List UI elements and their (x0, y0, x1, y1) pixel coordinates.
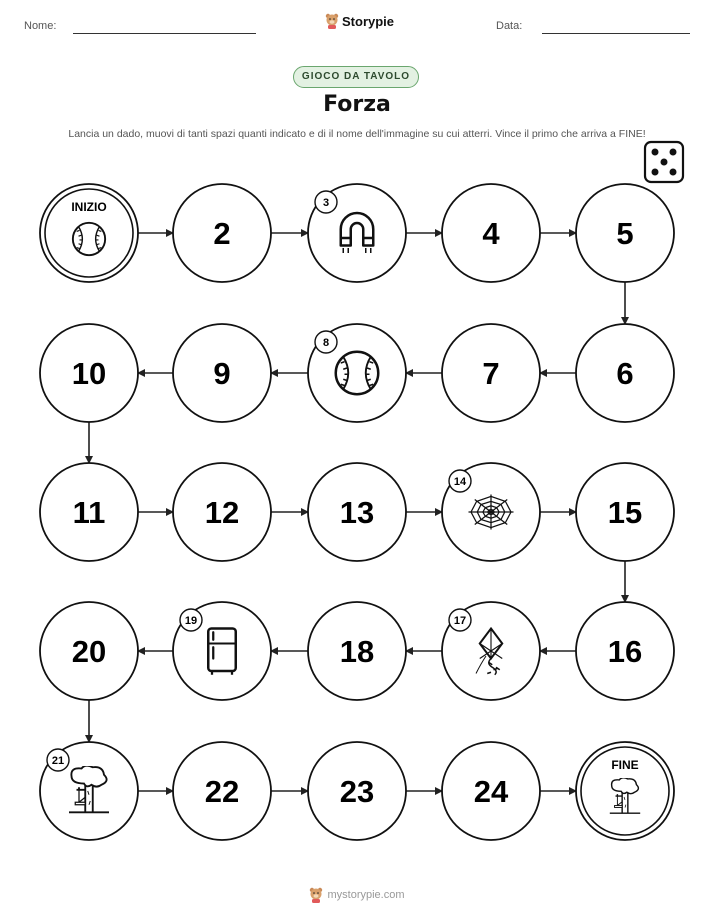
space-number: 24 (473, 774, 509, 809)
board-space-18[interactable] (308, 602, 406, 700)
space-label: INIZIO (71, 200, 107, 214)
date-label: Data: (496, 20, 523, 32)
space-number: 7 (482, 356, 500, 391)
board-space-22[interactable] (173, 742, 271, 840)
name-label: Nome: (24, 20, 57, 32)
space-number: 23 (339, 774, 375, 809)
board-space-25[interactable] (576, 742, 674, 840)
space-number: 21 (51, 755, 65, 767)
space-number: 12 (204, 495, 240, 530)
footer (0, 887, 714, 903)
board-space-10[interactable] (40, 324, 138, 422)
baseball-icon (336, 352, 379, 395)
space-number: 17 (453, 615, 467, 627)
space-number: 13 (339, 495, 375, 530)
space-number: 10 (71, 356, 107, 391)
space-number: 5 (616, 216, 634, 251)
board-space-6[interactable] (576, 324, 674, 422)
board-space-4[interactable] (442, 184, 540, 282)
space-number: 16 (607, 634, 643, 669)
space-number: 8 (322, 337, 330, 349)
bear-icon (309, 887, 323, 903)
board-space-24[interactable] (442, 742, 540, 840)
space-number: 9 (213, 356, 231, 391)
board-space-20[interactable] (40, 602, 138, 700)
footer-url: mystorypie.com (327, 889, 405, 901)
board-space-23[interactable] (308, 742, 406, 840)
board-space-3[interactable] (308, 184, 406, 282)
space-number: 4 (482, 216, 500, 251)
board-space-12[interactable] (173, 463, 271, 561)
board-space-13[interactable] (308, 463, 406, 561)
space-number: 3 (322, 197, 330, 209)
board-space-19[interactable] (173, 602, 271, 700)
board-space-7[interactable] (442, 324, 540, 422)
space-number: 6 (616, 356, 634, 391)
space-number: 11 (72, 495, 106, 530)
space-number: 18 (339, 634, 375, 669)
board-space-16[interactable] (576, 602, 674, 700)
space-number: 19 (184, 615, 198, 627)
board-space-2[interactable] (173, 184, 271, 282)
board-space-15[interactable] (576, 463, 674, 561)
board-space-5[interactable] (576, 184, 674, 282)
board-space-11[interactable] (40, 463, 138, 561)
brand-name: Storypie (342, 13, 395, 29)
space-number: 14 (453, 476, 467, 488)
fridge-icon (208, 629, 236, 675)
spiderweb-icon (469, 495, 514, 530)
space-number: 15 (607, 495, 643, 530)
game-type-badge: GIOCO DA TAVOLO (293, 66, 419, 88)
instructions: Lancia un dado, muovi di tanti spazi quanti indicato e di il nome dell'immagine su cui atterri. Vince il primo che arriva a FINE! (68, 128, 646, 140)
board-space-17[interactable] (442, 602, 540, 700)
board-space-21[interactable] (40, 742, 138, 840)
board-space-14[interactable] (442, 463, 540, 561)
board-space-1[interactable] (40, 184, 138, 282)
board-space-9[interactable] (173, 324, 271, 422)
board-space-8[interactable] (308, 324, 406, 422)
space-label: FINE (611, 758, 639, 772)
page-title: Forza (323, 92, 391, 117)
space-number: 2 (213, 216, 231, 251)
space-number: 20 (71, 634, 107, 669)
dice-icon (645, 142, 683, 182)
space-number: 22 (204, 774, 240, 809)
baseball-icon (73, 223, 105, 255)
